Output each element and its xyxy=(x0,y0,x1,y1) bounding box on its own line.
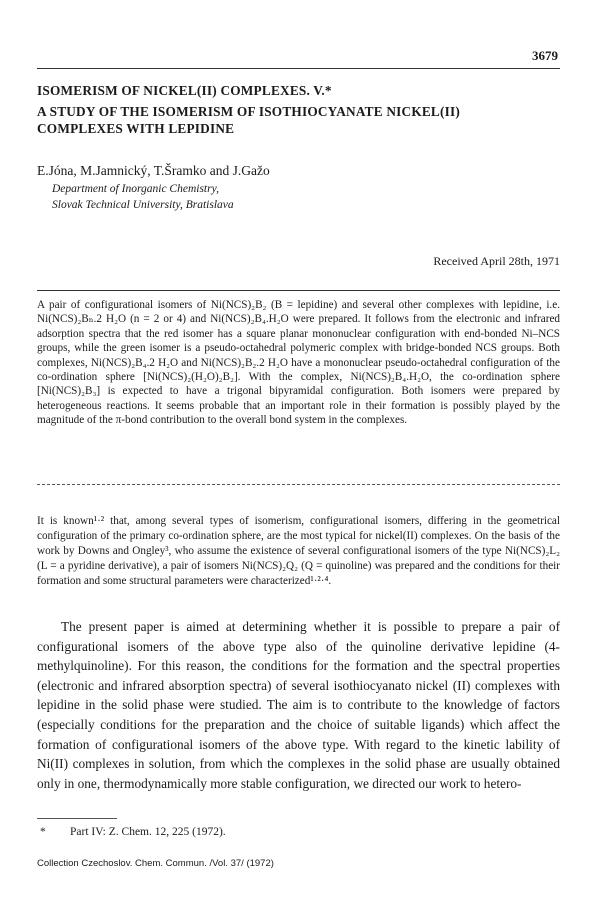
title-line-3: COMPLEXES WITH LEPIDINE xyxy=(37,121,235,136)
footnote-marker: * xyxy=(40,826,46,838)
article-title xyxy=(37,82,562,137)
journal-footer: Collection Czechoslov. Chem. Commun. /Vol. 37/ (1972) xyxy=(37,858,274,869)
abstract-top-rule xyxy=(37,290,560,291)
page-number: 3679 xyxy=(532,48,558,63)
title-line-2: A STUDY OF THE ISOMERISM OF ISOTHIOCYANATE NICKEL(II) xyxy=(37,104,461,119)
affiliation-line-1: Department of Inorganic Chemistry, xyxy=(52,183,219,195)
affiliation xyxy=(52,181,234,213)
header-rule xyxy=(37,68,560,69)
affiliation-line-2: Slovak Technical University, Bratislava xyxy=(52,199,234,211)
authors: E.Jóna, M.Jamnický, T.Šramko and J.Gažo xyxy=(37,163,270,178)
title-line-1: ISOMERISM OF NICKEL(II) COMPLEXES. V.* xyxy=(37,83,332,98)
abstract: A pair of configurational isomers of Ni(NCS)₂B₂ (B = lepidine) and several other complexes with lepidine, i.e. Ni(NCS)₂Bₙ.2 H₂O (n = 2 or 4) and Ni(NCS)₂B₄.H₂O were prepared. It follows from the electronic and infrared adsorption spectra that the red isomer has a square planar mononuclear configuration with end-bonded Ni–NCS groups, while the green isomer is a pseudo-octahedral polymeric complex with bridge-bonded NCS groups. Both complexes, Ni(NCS)₂B₄.2 H₂O and Ni(NCS)₂B₂.2 H₂O have a mononuclear pseudo-octahedral configuration of the co-ordination sphere [Ni(NCS)₂(H₂O)₂B₂]. With the complex, Ni(NCS)₂B₄.H₂O, the co-ordination sphere [Ni(NCS)₂B₃] is expected to have a trigonal bipyramidal configuration. Both isomers were prepared by heterogeneous reactions. It seems probable that an important role in their formation is possibly played by the magnitude of the π-bond contribution to the overall bond system in the complexes. xyxy=(37,299,560,427)
body-paragraph: The present paper is aimed at determining whether it is possible to prepare a pair of configurational isomers of the above type also of the quinoline derivative lepidine (4-methylquinoline). For this reason, the conditions for the formation and the spectral properties (electronic and infrared absorption spectra) of several isothiocyanato nickel (II) complexes with lepidine in the solid phase were studied. The aim is to contribute to the knowledge of factors (especially conditions for the preparation and the choice of suitable ligands) which affect the formation of configurational isomers of the above type. With regard to the kinetic lability of Ni(II) complexes in solution, from which the complexes in the solid phase are usually obtained only in one, thermodynamically more stable configuration, we directed our work to hetero- xyxy=(37,619,560,791)
abstract-bottom-rule xyxy=(37,484,560,485)
footnote xyxy=(40,826,226,838)
footnote-rule xyxy=(37,818,117,819)
footnote-text: Part IV: Z. Chem. 12, 225 (1972). xyxy=(70,826,226,838)
received-date: Received April 28th, 1971 xyxy=(433,254,560,268)
intro-paragraph: It is known¹·² that, among several types of isomerism, configurational isomers, differing in the geometrical configuration of the primary co-ordination sphere, are the most typical for nickel(II) complexes. On the basis of the work by Downs and Ongley³, who assume the existence of several configurational isomers of the type Ni(NCS)₂L₂ (L = a pyridine derivative), a pair of isomers Ni(NCS)₂Q₂ (Q = quinoline) was prepared and the conditions for their formation and some structural parameters were characterized¹·²·⁴. xyxy=(37,515,560,587)
